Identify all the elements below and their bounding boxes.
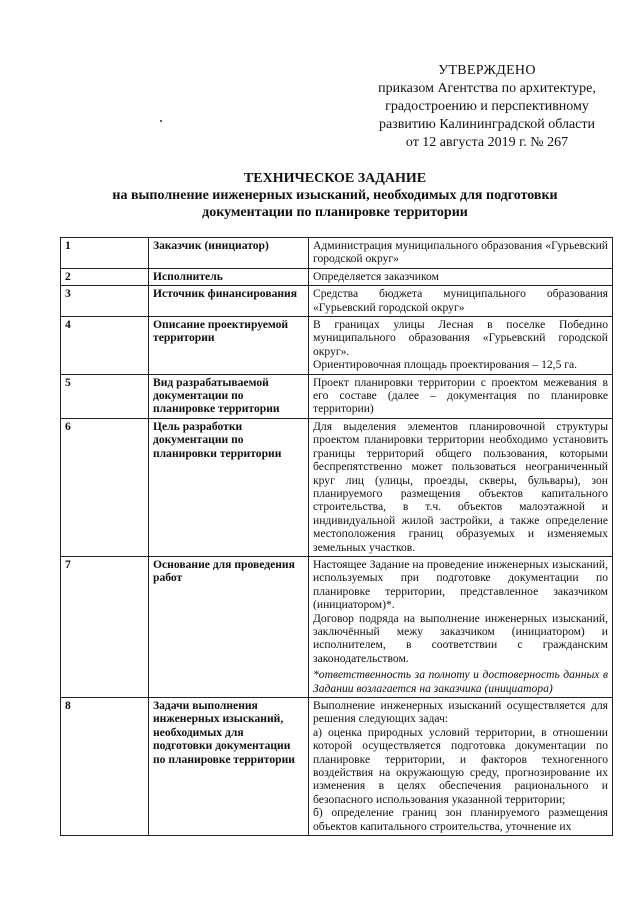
row-number: 5 [61,374,149,418]
row-name: Источник финансирования [149,286,309,317]
row-name: Вид разрабатываемой документации по планировке территории [149,374,309,418]
table-row [61,286,613,317]
title-subtitle: документации по планировке территории [202,205,468,220]
value-paragraph: Ориентировочная площадь проектирования – 12,5 га. [313,358,578,372]
row-number: 7 [61,556,149,697]
row-value [309,317,613,375]
value-paragraph: Определяется заказчиком [313,269,439,283]
table-row [61,698,613,836]
approval-line: градостроению и перспективному [385,99,589,114]
table-row [61,238,613,269]
document-title [100,170,570,221]
row-number: 4 [61,317,149,375]
value-paragraph: Администрация муниципального образования «Гурьевский городской округ» [313,239,608,266]
row-value [309,374,613,418]
row-name: Заказчик (инициатор) [149,238,309,269]
approval-block [362,62,612,152]
value-paragraph: Выполнение инженерных изысканий осуществляется для решения следующих задач: [313,699,608,726]
row-value [309,418,613,556]
value-paragraph: Проект планировки территории с проектом межевания в его составе (далее – документация по планировке территории) [313,375,608,416]
approval-line: приказом Агентства по архитектуре, [378,81,596,96]
table-row [61,317,613,375]
value-paragraph: Средства бюджета муниципального образования «Гурьевский городской округ» [313,287,608,314]
approval-date-line: от 12 августа 2019 г. № 267 [405,135,569,150]
row-number: 2 [61,268,149,285]
row-name: Описание проектируемой территории [149,317,309,375]
value-paragraph: Для выделения элементов планировочной структуры проектом планировки территории необходимо установить границы территорий общего пользования, которыми беспрепятственно может пользоваться неограниченный круг лиц (улицы, проезды, скверы, бульвары), зон планируемого размещения объектов капитального строительства, в т.ч. объектов малоэтажной и индивидуальной жилой застройки, а также определение местоположения границ образуемых и изменяемых земельных участков. [313,419,608,554]
footnote: *ответственность за полноту и достоверность данных в Задании возлагается на заказчика (инициатора) [313,668,608,695]
row-value [309,698,613,836]
row-value [309,268,613,285]
row-number: 3 [61,286,149,317]
row-name: Цель разработки документации по планировки территории [149,418,309,556]
row-value [309,286,613,317]
row-name: Основание для проведения работ [149,556,309,697]
value-paragraph: а) оценка природных условий территории, в отношении которой осуществляется подготовка документации по планировке территории, и факторов техногенного воздействия на окружающую среду, прогнозирование их изменения в целях обеспечения рационального и безопасного использования указанной территории; [313,725,608,806]
row-name: Исполнитель [149,268,309,285]
approved-label: УТВЕРЖДЕНО [438,63,536,78]
table-row [61,268,613,285]
table-row [61,418,613,556]
row-value [309,238,613,269]
value-paragraph: б) определение границ зон планируемого размещения объектов капитального строительства, уточнение их [313,806,608,833]
stray-dot [160,120,162,122]
title-main: ТЕХНИЧЕСКОЕ ЗАДАНИЕ [243,171,427,186]
table-row [61,556,613,697]
row-number: 1 [61,238,149,269]
approval-line: развитию Калининградской области [378,117,596,132]
row-number: 6 [61,418,149,556]
value-paragraph: В границах улицы Лесная в поселке Победино муниципального образования «Гурьевский городской округ». [313,318,608,358]
table-row [61,374,613,418]
value-paragraph: Настоящее Задание на проведение инженерных изысканий, используемых при подготовке документации по планировке территории, представленное заказчиком (инициатором)*. [313,557,608,612]
row-number: 8 [61,698,149,836]
value-paragraph: Договор подряда на выполнение инженерных изысканий, заключённый межу заказчиком (инициатором) и исполнителем, в соответствии с гражданским законодательством. [313,611,608,665]
title-subtitle: на выполнение инженерных изысканий, необходимых для подготовки [112,188,558,203]
row-name: Задачи выполнения инженерных изысканий, необходимых для подготовки документации по планировке территории [149,698,309,836]
spec-table [60,237,613,836]
row-value [309,556,613,697]
